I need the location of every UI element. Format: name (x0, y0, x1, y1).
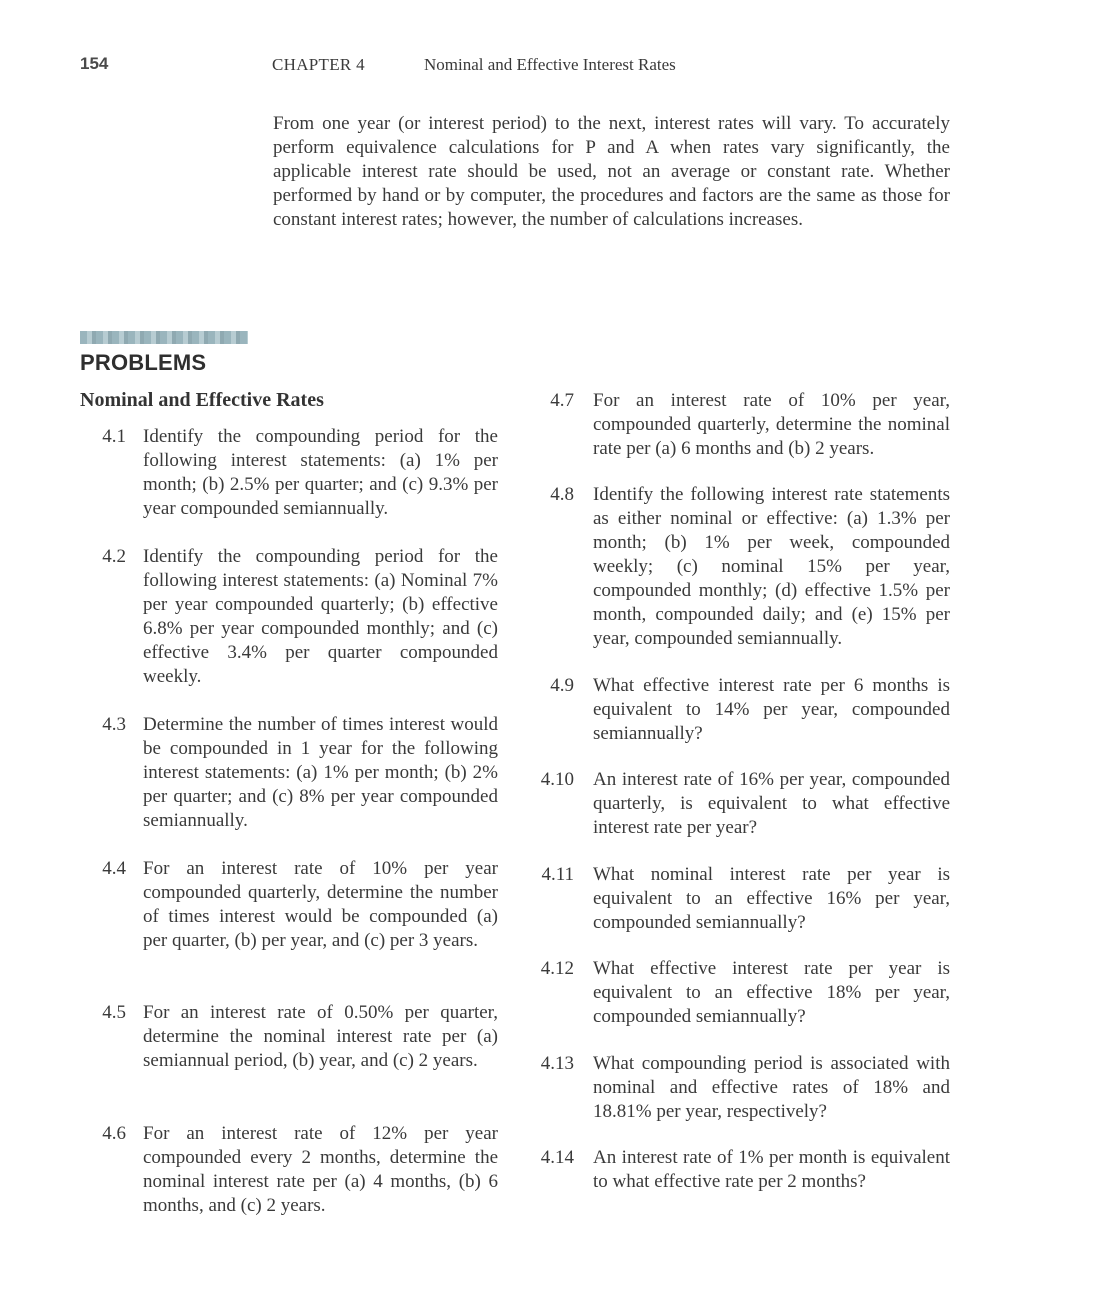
problem-text: For an interest rate of 10% per year, compounded quarterly, determine the nominal rate per (a) 6 months and (b) 2 years. (593, 390, 950, 459)
subsection-title: Nominal and Effective Rates (80, 389, 324, 411)
problem-text: Identify the compounding period for the following interest statements: (a) 1% per month; (b) 2.5% per quarter; and (c) 9.3% per year compounded semiannually. (143, 426, 498, 519)
problem-number: 4.13 (540, 1053, 574, 1074)
problem-number: 4.9 (550, 675, 574, 696)
chapter-label: CHAPTER 4 (272, 55, 365, 74)
problem-number: 4.8 (550, 484, 574, 505)
problem-text: Identify the following interest rate statements as either nominal or effective: (a) 1.3% per month; (b) 1% per week, compounded weekly; (c) nominal 15% per year, compounded monthly; (d) effective 1.5% per month, compounded daily; and (e) 15% per year, compounded semiannually. (593, 484, 950, 649)
problem-text: What effective interest rate per year is equivalent to an effective 18% per year, compounded semiannually? (593, 958, 950, 1027)
chapter-title: Nominal and Effective Interest Rates (424, 55, 676, 74)
intro-paragraph: From one year (or interest period) to the next, interest rates will vary. To accurately perform equivalence calculations for P and A when rates vary significantly, the applicable interest rate should be used, not an average or constant rate. Whether performed by hand or by computer, the procedures and factors are the same as those for constant interest rates; however, the number of calculations increases. (273, 113, 950, 230)
page-number: 154 (80, 54, 109, 73)
problem-text: An interest rate of 16% per year, compounded quarterly, is equivalent to what effective interest rate per year? (593, 769, 950, 838)
problem-number: 4.7 (550, 390, 574, 411)
problem-number: 4.11 (541, 864, 574, 885)
problem-number: 4.2 (102, 546, 126, 567)
problem-number: 4.4 (102, 858, 126, 879)
problem-text: What effective interest rate per 6 months is equivalent to 14% per year, compounded semiannually? (593, 675, 950, 744)
problem-number: 4.12 (540, 958, 574, 979)
problem-number: 4.1 (102, 426, 126, 447)
problem-text: Determine the number of times interest would be compounded in 1 year for the following interest statements: (a) 1% per month; (b) 2% per quarter; and (c) 8% per year compounded semiannually. (143, 714, 498, 831)
section-title: PROBLEMS (80, 350, 207, 375)
problem-number: 4.14 (540, 1147, 574, 1168)
problem-text: What nominal interest rate per year is equivalent to an effective 16% per year, compounded semiannually? (593, 864, 950, 933)
section-decoration-bar (80, 331, 248, 344)
problem-text: What compounding period is associated with nominal and effective rates of 18% and 18.81% per year, respectively? (593, 1053, 950, 1122)
problem-text: For an interest rate of 0.50% per quarter, determine the nominal interest rate per (a) semiannual period, (b) year, and (c) 2 years. (143, 1002, 498, 1071)
problem-number: 4.5 (102, 1002, 126, 1023)
problem-text: Identify the compounding period for the following interest statements: (a) Nominal 7% per year compounded quarterly; (b) effective 6.8% per year compounded monthly; and (c) effective 3.4% per quarter compounded weekly. (143, 546, 498, 687)
problem-text: An interest rate of 1% per month is equivalent to what effective rate per 2 months? (593, 1147, 950, 1192)
problem-number: 4.3 (102, 714, 126, 735)
problem-text: For an interest rate of 12% per year compounded every 2 months, determine the nominal interest rate per (a) 4 months, (b) 6 months, and (c) 2 years. (143, 1123, 498, 1216)
problem-text: For an interest rate of 10% per year compounded quarterly, determine the number of times interest would be compounded (a) per quarter, (b) per year, and (c) per 3 years. (143, 858, 498, 951)
problem-number: 4.10 (540, 769, 574, 790)
problem-number: 4.6 (102, 1123, 126, 1144)
page-header (0, 54, 1096, 82)
